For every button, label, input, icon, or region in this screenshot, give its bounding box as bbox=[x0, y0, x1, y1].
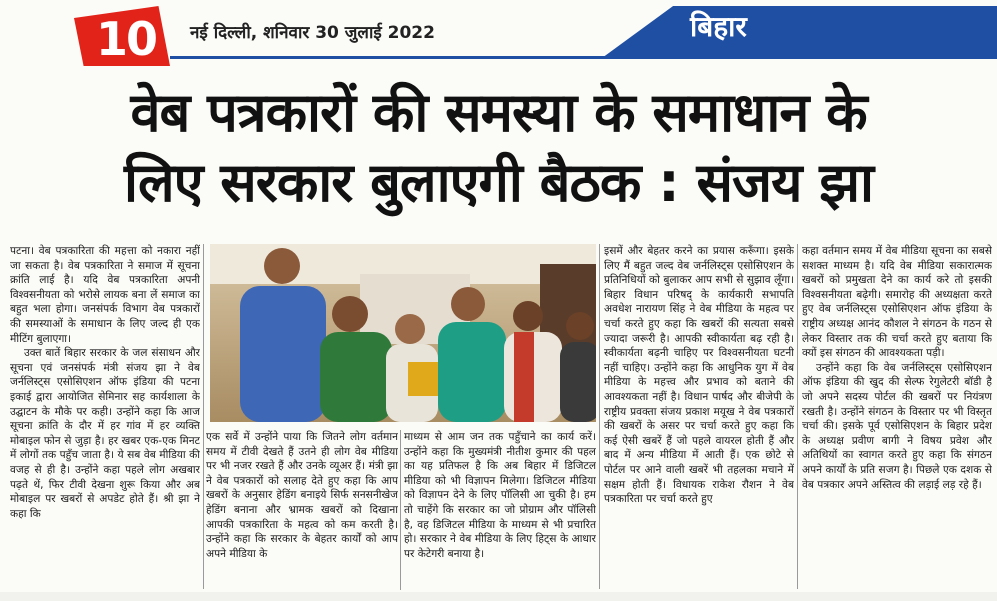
event-photo-illustration bbox=[210, 244, 596, 422]
article-column-1 bbox=[10, 244, 200, 589]
bottom-strip bbox=[0, 592, 997, 601]
column-rule bbox=[203, 244, 204, 589]
article-paragraph: माध्यम से आम जन तक पहुँचाने का कार्य करें। उन्होंने कहा कि मुख्यमंत्री नीतीश कुमार की पहल का यह प्रतिफल है कि अब बिहार में डिजिटल मीडिया को भी विज्ञापन मिलेगा। डिजिटल मीडिया को विज्ञापन देने के लिए पॉलिसी आ चुकी है। हम तो चाहेंगे कि सरकार का जो प्रोग्राम और पॉलिसी है, वह डिजिटल मीडिया के माध्यम से भी प्रचारित हो। सरकार ने वेब मीडिया के लिए हिट्स के आधार पर केटेगरी बनाया है। bbox=[404, 431, 596, 560]
headline bbox=[0, 78, 997, 218]
column-rule bbox=[400, 430, 401, 590]
page-header bbox=[0, 0, 997, 66]
event-photo bbox=[210, 244, 596, 422]
article-column-5 bbox=[802, 244, 992, 589]
article-paragraph: उन्होंने कहा कि वेब जर्नलिस्ट्स एसोसिएशन ऑफ इंडिया की खुद की सेल्फ रेगुलेटरी बॉडी है जो अपने सदस्य पोर्टल की खबरों पर नियंत्रण रखती है। उन्होंने संगठन के विस्तार पर भी विस्तृत चर्चा की। इसके पूर्व एसोसिएशन के बिहार प्रदेश के अध्यक्ष प्रवीण बागी ने विषय प्रवेश और अतिथियों का स्वागत करते हुए कहा कि संगठन अपने कार्यों के प्रति सजग है। पिछले एक दशक से वेब पत्रकार अपने अस्तित्व की लड़ाई लड़ रहे हैं। bbox=[802, 361, 992, 491]
article-paragraph: एक सर्वे में उन्होंने पाया कि जितने लोग वर्तमान समय में टीवी देखते हैं उतने ही लोग वेब मीडिया पर भी नजर रखते हैं और उनके व्यूअर हैं। मंत्री झा ने वेब पत्रकारों को सलाह देते हुए कहा कि आप खबरों के अनुसार हेडिंग बनाइये सिर्फ सनसनीखेज हेडिंग बनाना और भ्रामक खबरों को दिखाना आपकी पत्रकारिता के महत्व को कम करती है। उन्होंने कहा कि सरकार के बेहतर कार्यों को आप अपने मीडिया के bbox=[206, 431, 398, 560]
headline-line-2: लिए सरकार बुलाएगी बैठक : संजय झा bbox=[123, 151, 874, 214]
article-paragraph: इसमें और बेहतर करने का प्रयास करूँगा। इसके लिए मैं बहुत जल्द वेब जर्नलिस्ट्स एसोसिएशन के प्रतिनिधियों को बुलाकर आप सभी से सुझाव लूँगा। बिहार विधान परिषद् के कार्यकारी सभापति अवधेश नारायण सिंह ने वेब मीडिया के महत्व पर चर्चा करते हुए कहा कि खबरों की सत्यता सबसे ज्यादा जरूरी है। आपकी स्वीकार्यता बढ़ रही है। स्वीकार्यता बढ़नी चाहिए पर विश्वसनीयता घटनी नहीं चाहिए। उन्होंने कहा कि आधुनिक युग में वेब मीडिया के महत्त्व और प्रभाव को बताने की आवश्यकता नहीं है। विधान पार्षद और बीजेपी के राष्ट्रीय प्रवक्ता संजय प्रकाश मयूख ने वेब पत्रकारों की खबरों के असर पर चर्चा करते हुए कहा कि कई ऐसी खबरें हैं जो पहले वायरल होती हैं और बाद में अन्य मीडिया में आती हैं। एक छोटे से पोर्टल पर आने वाली खबरें भी तहलका मचाने में सक्षम होती हैं। विधायक राकेश रौशन ने वेब पत्रकारिता पर चर्चा करते हुए bbox=[604, 245, 794, 506]
article-paragraph: पटना। वेब पत्रकारिता की महत्ता को नकारा नहीं जा सकता है। वेब पत्रकारिता ने समाज में सूचना क्रांति लाई है। यदि वेब पत्रकारिता अपनी विश्वसनीयता को भरोसे लायक बना लें समाज का बहुत भला होगा। जनसंपर्क विभाग वेब पत्रकारों की समस्याओं के समाधान के लिए जल्द ही एक मीटिंग बुलाएगा। bbox=[10, 245, 200, 345]
column-rule bbox=[797, 244, 798, 589]
section-label: बिहार bbox=[690, 10, 747, 43]
page-number: 10 bbox=[96, 12, 157, 66]
article-paragraph: उक्त बातें बिहार सरकार के जल संसाधन और सूचना एवं जनसंपर्क मंत्री संजय झा ने वेब जर्नलिस्ट्स एसोसिएशन ऑफ इंडिया की पटना इकाई द्वारा आयोजित सेमिनार सह कार्यशाला के उद्घाटन के मौके पर कही। उन्होंने कहा कि आज सूचना क्रांति के दौर में हर गांव में हर व्यक्ति मोबाइल फोन से जुड़ा है। हर खबर एक-एक मिनट में लोगों तक पहुँच जाता है। ये सब वेब मीडिया की वजह से ही है। उन्होंने कहा पहले लोग अखबार पढ़ते थें, फिर टीवी देखना शुरू किया और अब मोबाइल पर खबरों से अपडेट होते हैं। श्री झा ने कहा कि bbox=[10, 347, 200, 520]
article-column-2 bbox=[206, 430, 398, 590]
article-column-4 bbox=[604, 244, 794, 589]
article-column-3 bbox=[404, 430, 596, 590]
header-rule bbox=[170, 56, 997, 59]
article-paragraph: कहा वर्तमान समय में वेब मीडिया सूचना का सबसे सशक्त माध्यम है। यदि वेब मीडिया सकारात्मक खबरों को प्रमुखता देने का कार्य करे तो इसकी विश्वसनीयता बढ़ेगी। समारोह की अध्यक्षता करते हुए वेब जर्नलिस्ट्स एसोसिएशन ऑफ इंडिया के राष्ट्रीय अध्यक्ष आनंद कौशल ने संगठन के गठन से लेकर विस्तार तक की चर्चा करते हुए बताया कि क्यों इस संगठन की आवश्यकता पड़ी। bbox=[802, 245, 992, 360]
headline-line-1: वेब पत्रकारों की समस्या के समाधान के bbox=[130, 81, 867, 144]
section-tab bbox=[602, 6, 997, 58]
column-rule bbox=[599, 244, 600, 589]
dateline: नई दिल्ली, शनिवार 30 जुलाई 2022 bbox=[190, 23, 435, 43]
